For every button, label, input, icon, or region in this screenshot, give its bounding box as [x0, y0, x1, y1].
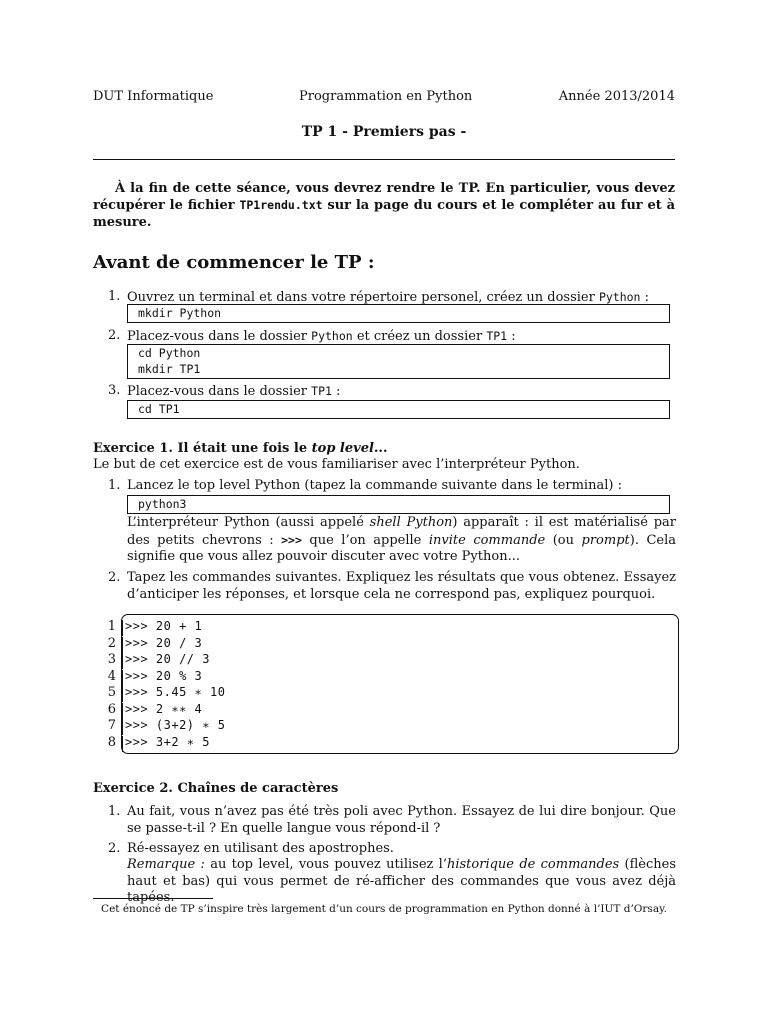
text: et créez un dossier: [352, 329, 487, 344]
list-number: 2.: [108, 841, 121, 856]
text: Ouvrez un terminal et dans votre répertoire personel, créez un dossier: [127, 290, 599, 305]
emphasis: prompt: [581, 532, 630, 548]
emphasis: Remarque :: [127, 857, 205, 872]
header-subject: Programmation en Python: [299, 89, 473, 104]
explanation-paragraph: [127, 515, 676, 566]
inline-code: Python: [598, 290, 641, 304]
emphasis: invite commande: [428, 532, 546, 548]
text: ). Cela signifie que vous allez pouvoir discuter avec votre Python...: [127, 532, 676, 564]
list-item-text: [127, 383, 340, 400]
line-number: 2: [107, 635, 116, 651]
text: que l’on appelle: [301, 532, 429, 548]
listing-line: [93, 685, 293, 701]
line-code: >>> 20 // 3: [125, 652, 210, 666]
listing-line: [93, 702, 293, 718]
section-title: Avant de commencer le TP :: [93, 252, 375, 273]
footnote-divider: [93, 898, 213, 899]
text: Exercice 1. Il était une fois le: [93, 441, 312, 456]
line-number: 7: [107, 718, 116, 733]
title-divider: [93, 159, 675, 160]
exercise-1-title: [93, 441, 387, 456]
list-number: 2.: [108, 328, 121, 343]
intro-paragraph: [93, 180, 675, 231]
line-number: 3: [107, 652, 116, 667]
code-box: [127, 304, 670, 323]
list-item-text: Tapez les commandes suivantes. Expliquez les résultats que vous obtenez. Essayez d’anticiper les réponses, et lorsque cela ne correspond pas, expliquez pourquoi.: [127, 570, 676, 602]
inline-code: Python: [311, 329, 353, 343]
emphasis: historique de commandes: [446, 857, 620, 872]
line-bar: [122, 670, 123, 686]
listing-line: [93, 718, 293, 734]
exercise-1-lead: Le but de cet exercice est de vous familiariser avec l’interpréteur Python.: [93, 457, 580, 472]
text: Placez-vous dans le dossier: [127, 384, 312, 399]
line-number: 1: [107, 619, 116, 634]
emphasis: top level: [311, 441, 374, 456]
list-number: 1.: [108, 804, 121, 819]
line-bar: [122, 736, 123, 752]
list-item-text: Au fait, vous n’avez pas été très poli avec Python. Essayez de lui dire bonjour. Que se passe-t-il ? En quelle langue vous répond-il ?: [127, 804, 676, 836]
line-code: >>> 20 + 1: [125, 619, 203, 633]
inline-code: >>>: [281, 532, 302, 547]
line-bar: [122, 653, 123, 669]
line-number: 5: [107, 685, 116, 700]
document-title: TP 1 - Premiers pas -: [301, 124, 467, 140]
listing-line: [93, 652, 293, 668]
list-number: 1.: [108, 289, 121, 304]
line-code: >>> 2 ∗∗ 4: [125, 701, 203, 716]
code-line: cd TP1: [138, 402, 180, 416]
text: ...: [373, 441, 388, 456]
code-box: [127, 400, 670, 419]
list-item-text: [127, 328, 516, 345]
listing-line: [93, 735, 293, 751]
listing-line: [93, 636, 293, 652]
intro-text-1: À la fin de cette séance, vous devrez rendre le TP. En particulier, vous devez récupérer le fichier: [93, 181, 675, 213]
list-item-text: Lancez le top level Python (tapez la commande suivante dans le terminal) :: [127, 478, 622, 493]
text: L’interpréteur Python (aussi appelé: [127, 515, 370, 530]
text: Placez-vous dans le dossier: [127, 329, 312, 344]
line-bar: [122, 686, 123, 702]
intro-filename: TP1rendu.txt: [239, 198, 323, 212]
code-box: [127, 344, 670, 379]
line-code: >>> 20 / 3: [125, 635, 203, 650]
list-number: 2.: [108, 570, 121, 585]
footnote: Cet énoncé de TP s’inspire très largement d’un cours de programmation en Python donné à l’IUT d’Orsay.: [101, 903, 667, 915]
line-bar: [122, 719, 123, 735]
text: au top level, vous pouvez utilisez l’: [204, 857, 447, 872]
emphasis: shell Python: [369, 515, 453, 530]
text: :: [507, 329, 516, 344]
text: (flèches haut et bas) qui vous permet de ré-afficher des commandes que vous avez déjà tapées.: [127, 857, 677, 905]
exercise-2-title: Exercice 2. Chaînes de caractères: [93, 781, 339, 796]
line-code: >>> (3+2) ∗ 5: [125, 718, 226, 732]
header-year: Année 2013/2014: [558, 89, 675, 104]
header-course: DUT Informatique: [93, 89, 214, 104]
inline-code: TP1: [486, 329, 508, 343]
code-line: python3: [138, 497, 187, 511]
code-line: cd Python: [138, 346, 201, 360]
code-line: mkdir Python: [138, 306, 222, 320]
list-item-text: Ré-essayez en utilisant des apostrophes.: [127, 841, 394, 856]
listing-line: [93, 619, 293, 635]
page-header: [93, 89, 675, 107]
line-number: 8: [107, 734, 116, 750]
line-code: >>> 20 % 3: [125, 668, 203, 683]
line-bar: [122, 620, 123, 636]
list-number: 3.: [108, 383, 121, 398]
text: (ou: [545, 532, 582, 548]
code-line: mkdir TP1: [138, 361, 201, 376]
line-bar: [122, 703, 123, 719]
text: :: [331, 384, 341, 399]
line-number: 4: [107, 668, 116, 684]
text: :: [640, 290, 649, 305]
line-code: >>> 5.45 ∗ 10: [125, 685, 226, 699]
line-number: 6: [107, 701, 116, 717]
inline-code: TP1: [311, 384, 332, 398]
line-code: >>> 3+2 ∗ 5: [125, 734, 210, 749]
remark-paragraph: [127, 857, 676, 907]
list-number: 1.: [108, 478, 121, 493]
code-box: [127, 495, 670, 514]
line-bar: [122, 637, 123, 653]
listing-line: [93, 669, 293, 685]
intro-text-2: sur la page du cours et le compléter au fur et à mesure.: [93, 198, 676, 230]
text: ) apparaît : il est matérialisé par des petits chevrons :: [127, 515, 676, 548]
